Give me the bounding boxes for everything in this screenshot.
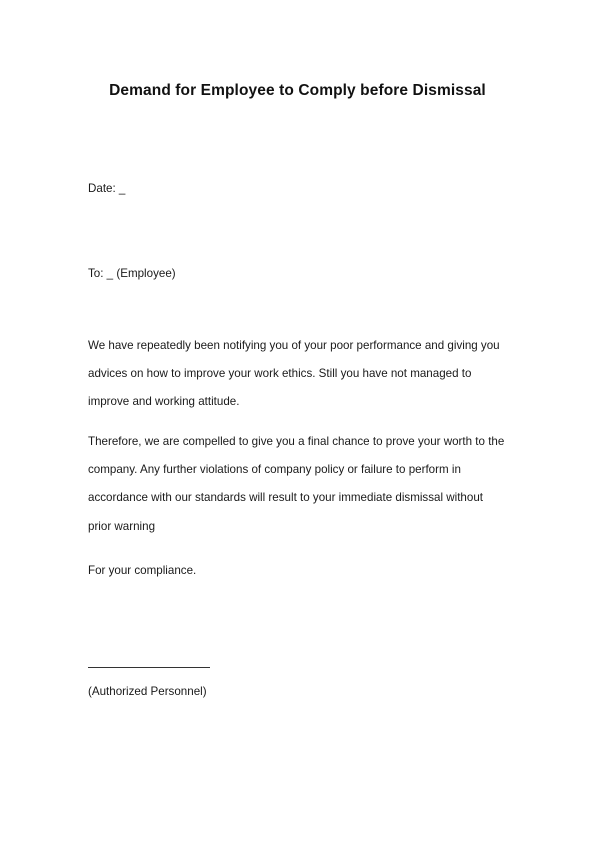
signature-line bbox=[88, 667, 210, 668]
date-line: Date: _ bbox=[88, 182, 126, 195]
paragraph-1-line-3: improve and working attitude. bbox=[88, 395, 240, 408]
signature-label: (Authorized Personnel) bbox=[88, 685, 207, 698]
paragraph-2-line-3: accordance with our standards will result to your immediate dismissal without bbox=[88, 491, 483, 504]
paragraph-2-line-2: company. Any further violations of company policy or failure to perform in bbox=[88, 463, 461, 476]
paragraph-1-line-2: advices on how to improve your work ethics. Still you have not managed to bbox=[88, 367, 472, 380]
paragraph-1-line-1: We have repeatedly been notifying you of your poor performance and giving you bbox=[88, 339, 500, 352]
recipient-line: To: _ (Employee) bbox=[88, 267, 176, 280]
closing-line: For your compliance. bbox=[88, 564, 197, 577]
paragraph-2-line-4: prior warning bbox=[88, 520, 156, 533]
paragraph-2-line-1: Therefore, we are compelled to give you a final chance to prove your worth to the bbox=[88, 435, 505, 448]
document-title: Demand for Employee to Comply before Dismissal bbox=[109, 82, 486, 99]
